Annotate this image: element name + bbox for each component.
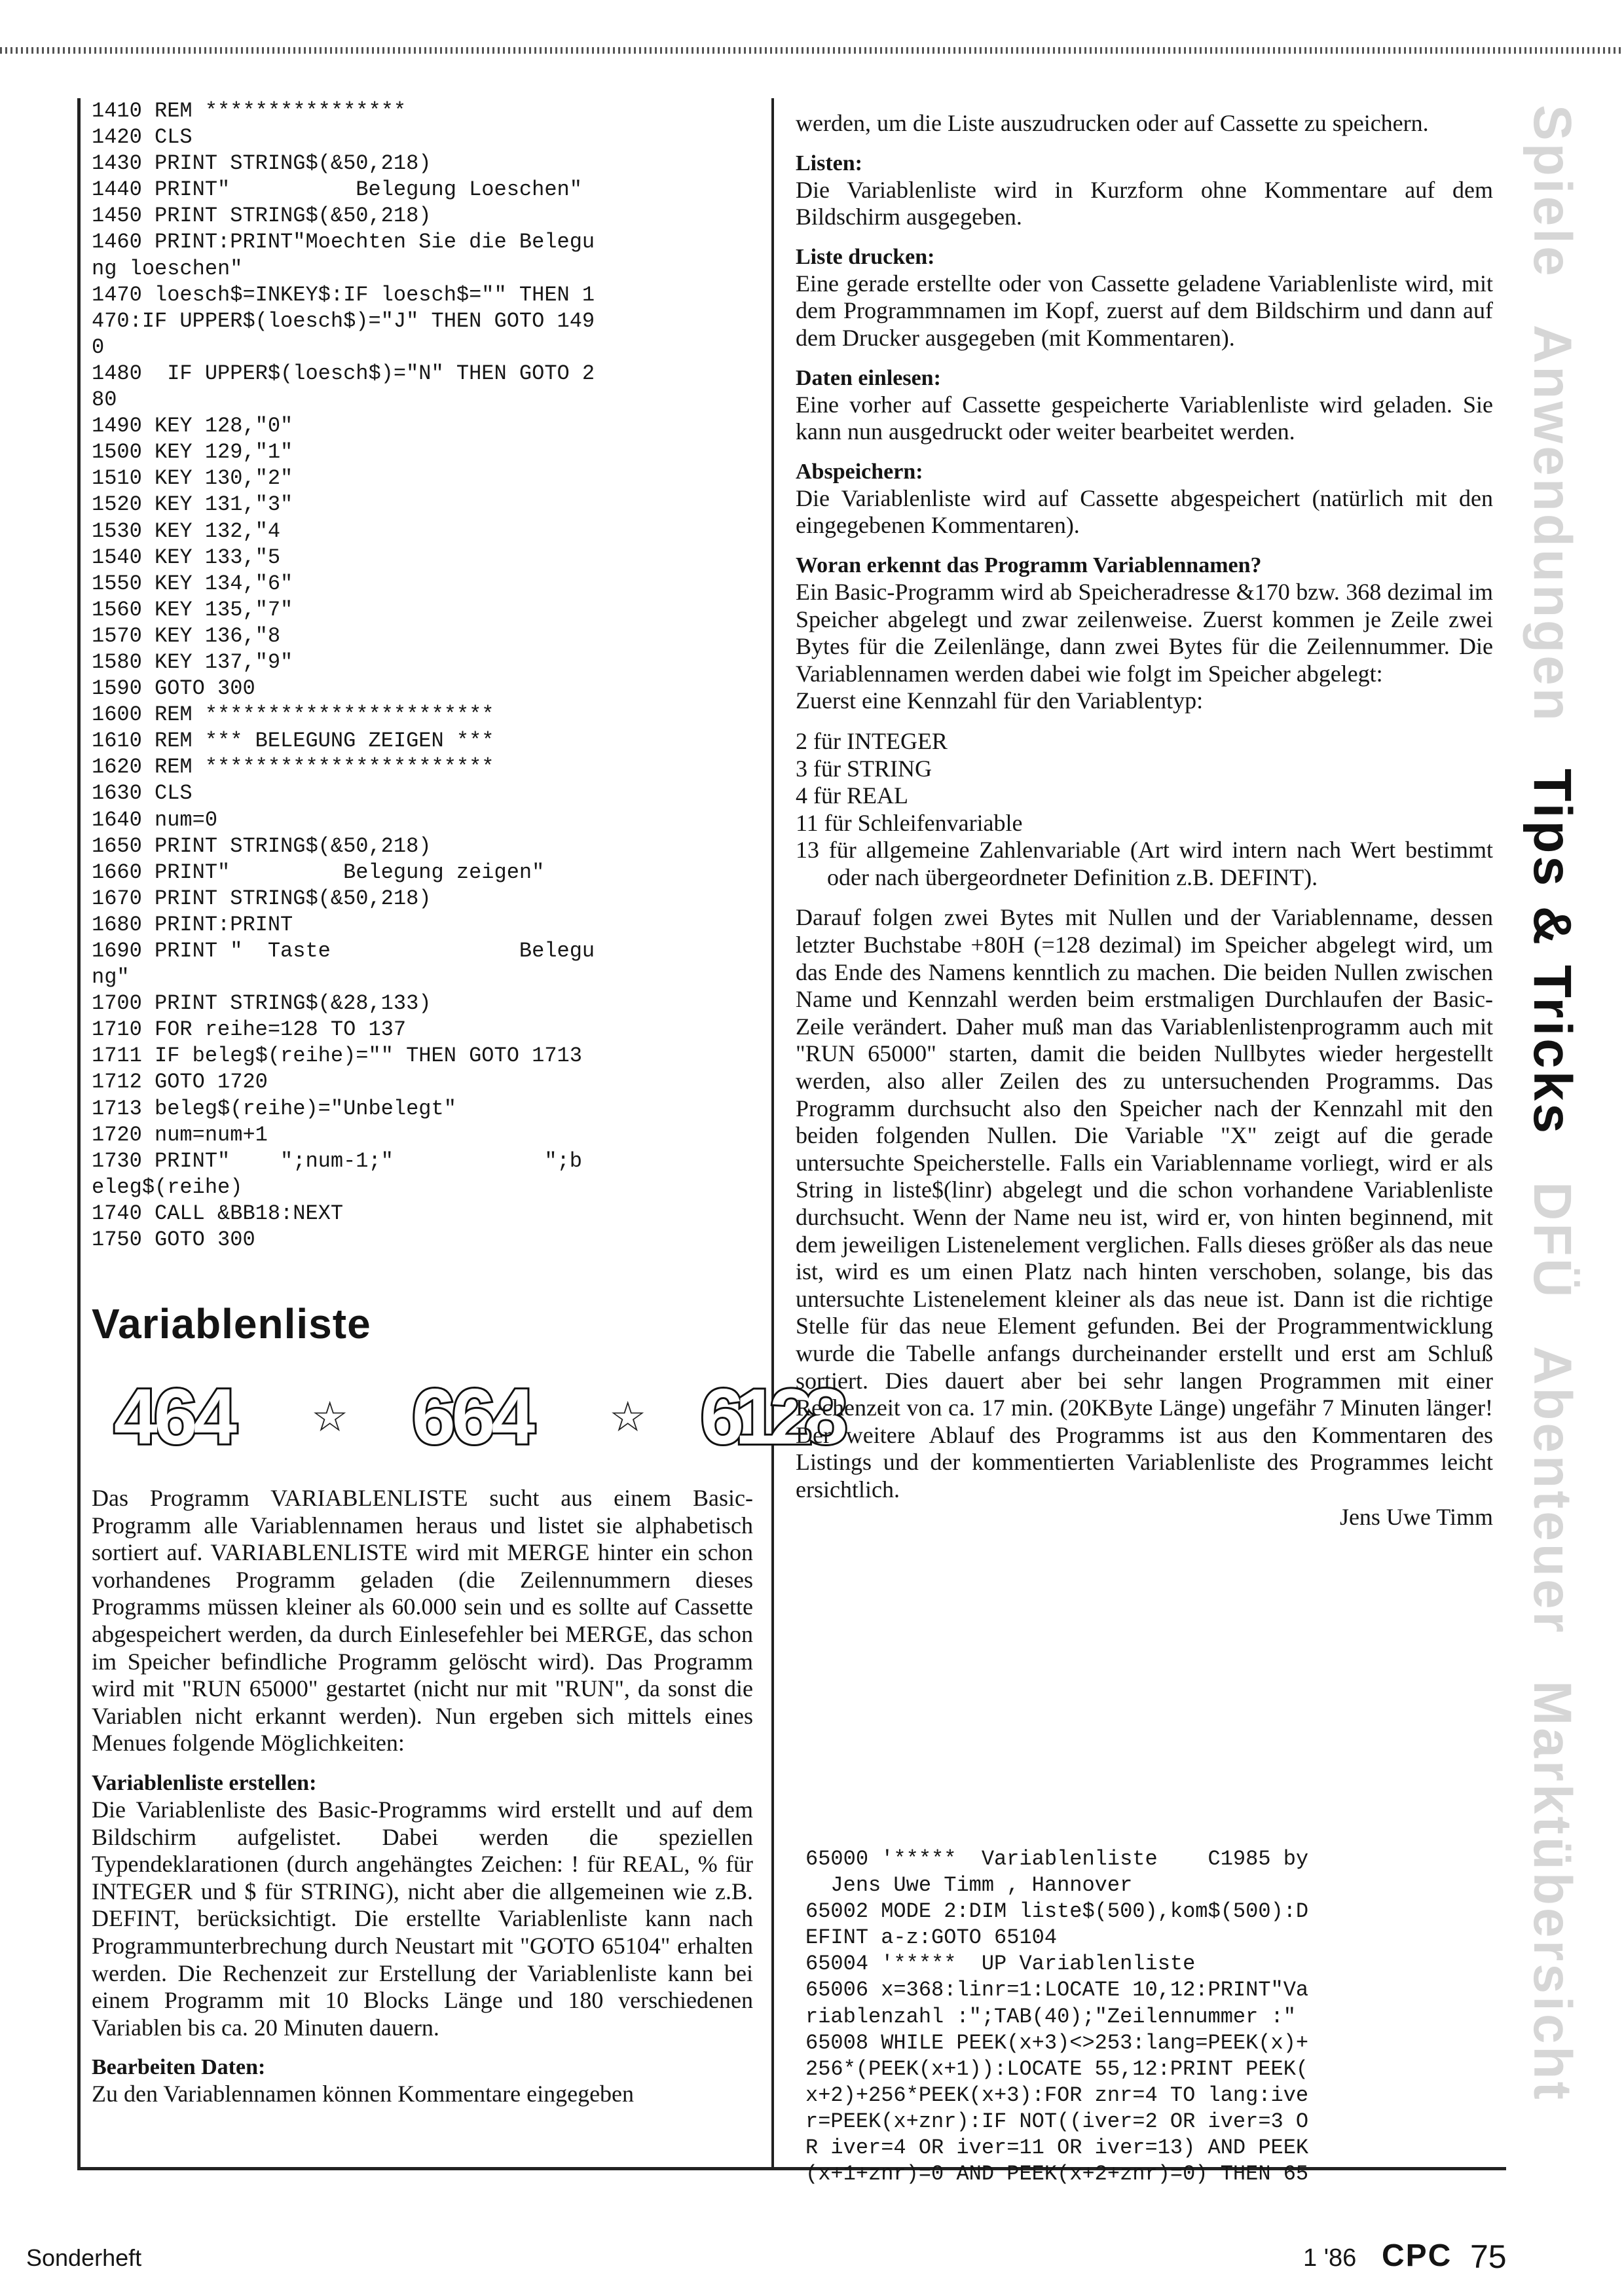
- code-line: R iver=4 OR iver=11 OR iver=13) AND PEEK: [805, 2136, 1309, 2160]
- code-line: 1711 IF beleg$(reihe)="" THEN GOTO 1713: [92, 1044, 582, 1068]
- compatibility-logos: [92, 1368, 839, 1467]
- code-line: 1630 CLS: [92, 781, 193, 806]
- code-line: 1560 KEY 135,"7": [92, 597, 293, 622]
- subheading-woran: Woran erkennt das Programm Variablennamen?: [796, 553, 1262, 577]
- star-icon: ☆: [609, 1393, 647, 1442]
- code-line: ng loeschen": [92, 256, 243, 281]
- footer-issue-type: Sonderheft: [26, 2244, 142, 2271]
- code-line: 1520 KEY 131,"3": [92, 492, 293, 517]
- code-line: 1420 CLS: [92, 125, 193, 150]
- paragraph-bearbeiten: Zu den Variablennamen können Kommentare eingegeben: [92, 2081, 635, 2107]
- code-line: 80: [92, 388, 117, 412]
- paragraph-woran-2: Zuerst eine Kennzahl für den Variablentyp:: [796, 687, 1204, 714]
- code-line: 470:IF UPPER$(loesch$)="J" THEN GOTO 149: [92, 308, 595, 333]
- code-line: eleg$(reihe): [92, 1175, 243, 1199]
- code-line: 1600 REM ***********************: [92, 702, 494, 727]
- code-line: 1410 REM ****************: [92, 99, 407, 123]
- paragraph-erstellen: Die Variablenliste des Basic-Programms wird erstellt und auf dem Bildschirm aufgelistet. Dabei werden die speziellen Typendeklarationen (durch angehängtes Zeichen: ! für REAL, % für INTEGER und $ für STRING), nicht aber die allgemeinen wie z.B. DEFINT, berücksichtigt. Die erstellte Variablenliste kann nach Programmunterbrechung durch Neustart mit "GOTO 65104" erhalten werden. Die Rechenzeit zur Erstellung der Variablenliste kann bei einem Programm mit 10 Blocks Länge und 180 verschiedenen Variablen bis ca. 20 Minuten dauern.: [92, 1796, 753, 2041]
- code-line: EFINT a-z:GOTO 65104: [805, 1925, 1058, 1950]
- subheading-bearbeiten: Bearbeiten Daten:: [92, 2055, 266, 2080]
- section-tab-active: Tips & Tricks: [1522, 769, 1582, 1137]
- code-line: 1450 PRINT STRING$(&50,218): [92, 204, 432, 228]
- subheading-einlesen: Daten einlesen:: [796, 365, 941, 390]
- code-line: 65002 MODE 2:DIM liste$(500),kom$(500):D: [805, 1899, 1309, 1924]
- subheading-erstellen: Variablenliste erstellen:: [92, 1770, 317, 1795]
- section-tab: Spiele: [1522, 105, 1582, 279]
- code-line: 1640 num=0: [92, 807, 218, 832]
- code-line: 1610 REM *** BELEGUNG ZEIGEN ***: [92, 729, 494, 754]
- intro-paragraph: Das Programm VARIABLENLISTE sucht aus einem Basic-Programm alle Variablennamen heraus und listet sie alphabetisch sortiert auf. VARIABLENLISTE wird mit MERGE hinter ein schon vorhandenes Programm geladen (die Zeilennummern dieses Programms müssen kleiner als 60.000 sein und es sollte auf Cassette abgespeichert werden, da durch Einlesefehler bei MERGE, das schon im Speicher befindliche Programm gelöscht wird). Das Programm wird mit "RUN 65000" gestartet (nicht nur mit "RUN", da sonst die Variablen nicht erkannt werden). Nun ergeben sich mittels eines Menues folgende Möglichkeiten:: [92, 1485, 753, 1757]
- code-line: 1480 IF UPPER$(loesch$)="N" THEN GOTO 2: [92, 361, 595, 386]
- paragraph-listen: Die Variablenliste wird in Kurzform ohne Kommentare auf dem Bildschirm ausgegeben.: [796, 176, 1493, 230]
- code-line: 1490 KEY 128,"0": [92, 414, 293, 439]
- code-line: (x+1+znr)=0 AND PEEK(x+2+znr)=0) THEN 65: [805, 2162, 1309, 2187]
- code-line: 1680 PRINT:PRINT: [92, 912, 293, 937]
- code-line: 1730 PRINT" ";num-1;" ";b: [92, 1148, 582, 1173]
- logo-cpc464: 464: [113, 1373, 234, 1461]
- code-line: 1700 PRINT STRING$(&28,133): [92, 991, 432, 1016]
- code-line: 1720 num=num+1: [92, 1122, 268, 1147]
- code-line: 1440 PRINT" Belegung Loeschen": [92, 177, 582, 202]
- code-line: 65008 WHILE PEEK(x+3)<>253:lang=PEEK(x)+: [805, 2030, 1309, 2055]
- code-line: 1710 FOR reihe=128 TO 137: [92, 1017, 407, 1042]
- list-item: 11 für Schleifenvariable: [796, 809, 1023, 836]
- subheading-listen: Listen:: [796, 151, 862, 175]
- article-title: Variablenliste: [92, 1300, 371, 1347]
- code-line: 1712 GOTO 1720: [92, 1070, 268, 1095]
- code-line: 1620 REM ***********************: [92, 755, 494, 780]
- code-line: 0: [92, 335, 105, 359]
- section-tab: Abenteuer: [1522, 1345, 1582, 1635]
- code-line: 1570 KEY 136,"8: [92, 623, 281, 648]
- code-line: 1690 PRINT " Taste Belegu: [92, 939, 595, 963]
- article-column-right: [796, 110, 1493, 1544]
- section-tab: DFÜ: [1522, 1182, 1582, 1300]
- section-tab: Anwendungen: [1522, 324, 1582, 723]
- code-line: Jens Uwe Timm , Hannover: [805, 1873, 1133, 1898]
- code-line: ng": [92, 965, 130, 990]
- code-line: 1510 KEY 130,"2": [92, 466, 293, 491]
- code-line: 1650 PRINT STRING$(&50,218): [92, 833, 432, 858]
- code-line: 1540 KEY 133,"5: [92, 545, 281, 570]
- code-line: 1670 PRINT STRING$(&50,218): [92, 886, 432, 911]
- subheading-abspeichern: Abspeichern:: [796, 459, 923, 484]
- section-tab: Marktübersicht: [1522, 1681, 1582, 2103]
- paragraph-darauf: Darauf folgen zwei Bytes mit Nullen und der Variablenname, dessen letzter Buchstabe +80H (=128 dezimal) im Speicher abgelegt wird, um das Ende des Namens kenntlich zu machen. Die beiden Nullen zwischen Name und Kennzahl werden beim erstmaligen Durchlaufen der Basic-Zeile verändert. Daher muß man das Variablenlistenprogramm auch mit "RUN 65000" starten, damit die beiden Nullbytes wieder hergestellt werden, also aller Zeilen des zu untersuchenden Programms. Das Programm durchsucht also den Speicher nach der Kennzahl mit den beiden folgenden Nullen. Die Variable "X" zeigt auf die gerade untersuchte Speicherstelle. Falls ein Variablenname vorliegt, wird er als String in liste$(linr) abgelegt und die schon vorhandene Variablenliste durchsucht. Wenn der Name neu ist, wird er, von hinten beginnend, mit dem jeweiligen Listenelement verglichen. Falls dieses größer als das neue ist, wird es um einen Platz nach hinten verschoben, solange, bis das untersuchte Listenelement kleiner als das neue ist. Dann ist die richtige Stelle für das neue Element gefunden. Bei der Programmentwicklung wurde die Tabelle anfangs durcheinander erstellt und erst am Schluß sortiert. Dies dauert aber bei sehr langen Programmen mit einer Rechenzeit von ca. 17 min. (20KByte Länge) ungefähr 7 Minuten länger! Der weitere Ablauf des Programms ist aus den Kommentaren des Listings und der kommentierten Variablenliste des Programmes leicht ersichtlich.: [796, 904, 1494, 1503]
- basic-listing-left: [92, 98, 753, 1253]
- list-item: 3 für STRING: [796, 755, 932, 782]
- code-line: 1740 CALL &BB18:NEXT: [92, 1201, 344, 1226]
- code-line: 1430 PRINT STRING$(&50,218): [92, 151, 432, 176]
- code-line: 1750 GOTO 300: [92, 1228, 255, 1252]
- code-line: 1500 KEY 129,"1": [92, 440, 293, 465]
- basic-listing-bottom: [805, 1846, 1493, 2187]
- code-line: 1470 loesch$=INKEY$:IF loesch$="" THEN 1: [92, 282, 595, 307]
- star-icon: ☆: [311, 1393, 349, 1442]
- paragraph-bearbeiten-cont: werden, um die Liste auszudrucken oder auf Cassette zu speichern.: [796, 110, 1429, 136]
- code-line: 1660 PRINT" Belegung zeigen": [92, 860, 545, 884]
- footer-magazine-logo: CPC: [1382, 2238, 1452, 2273]
- author-signature: Jens Uwe Timm: [1339, 1503, 1493, 1530]
- code-line: x+2)+256*PEEK(x+3):FOR znr=4 TO lang:ive: [805, 2083, 1309, 2107]
- footer-issue-number: 1 '86: [1303, 2244, 1357, 2272]
- code-line: 1550 KEY 134,"6": [92, 571, 293, 596]
- article-column-left: [92, 1485, 753, 2121]
- paragraph-einlesen: Eine vorher auf Cassette gespeicherte Variablenliste wird geladen. Sie kann nun ausgedruckt oder weiter bearbeitet werden.: [796, 391, 1493, 445]
- variable-type-list: [796, 728, 1493, 892]
- code-line: 1580 KEY 137,"9": [92, 649, 293, 674]
- logo-cpc6128: 6128: [700, 1373, 839, 1461]
- perforation-strip: [0, 47, 1624, 54]
- column-divider: [771, 98, 774, 2170]
- code-line: 1530 KEY 132,"4: [92, 519, 281, 543]
- code-line: 65004 '***** UP Variablenliste: [805, 1952, 1196, 1977]
- list-item: 13 für allgemeine Zahlenvariable (Art wird intern nach Wert bestimmt oder nach übergeordneter Definition z.B. DEFINT).: [796, 837, 1493, 890]
- section-index-sidebar: [1513, 105, 1591, 2167]
- code-line: 1460 PRINT:PRINT"Moechten Sie die Belegu: [92, 230, 595, 255]
- paragraph-woran: Ein Basic-Programm wird ab Speicheradresse &170 bzw. 368 dezimal im Speicher abgelegt und zwar zeilenweise. Zuerst kommen je Zeile zwei Bytes für die Zeilenlänge, dann zwei Bytes für die Zeilennummer. Die Variablennamen werden dabei wie folgt im Speicher abgelegt:: [796, 578, 1493, 687]
- code-line: riablenzahl :";TAB(40);"Zeilennummer :": [805, 2004, 1296, 2029]
- list-item: 4 für REAL: [796, 782, 908, 809]
- code-line: 65000 '***** Variablenliste C1985 by: [805, 1847, 1309, 1871]
- code-line: 1713 beleg$(reihe)="Unbelegt": [92, 1096, 456, 1121]
- paragraph-drucken: Eine gerade erstellte oder von Cassette geladene Variablenliste wird, mit dem Programmnamen im Kopf, zuerst auf dem Bildschirm und dann auf dem Drucker ausgegeben (mit Kommentaren).: [796, 270, 1493, 351]
- subheading-drucken: Liste drucken:: [796, 244, 935, 269]
- code-line: r=PEEK(x+znr):IF NOT((iver=2 OR iver=3 O: [805, 2109, 1309, 2134]
- paragraph-abspeichern: Die Variablenliste wird auf Cassette abgespeichert (natürlich mit den eingegebenen Kommentaren).: [796, 484, 1493, 539]
- code-line: 1590 GOTO 300: [92, 676, 255, 701]
- page-number: 75: [1470, 2238, 1507, 2275]
- logo-cpc664: 664: [411, 1373, 532, 1461]
- code-line: 65006 x=368:linr=1:LOCATE 10,12:PRINT"Va: [805, 1978, 1309, 2003]
- list-item: 2 für INTEGER: [796, 727, 948, 754]
- code-line: 256*(PEEK(x+1)):LOCATE 55,12:PRINT PEEK(: [805, 2056, 1309, 2081]
